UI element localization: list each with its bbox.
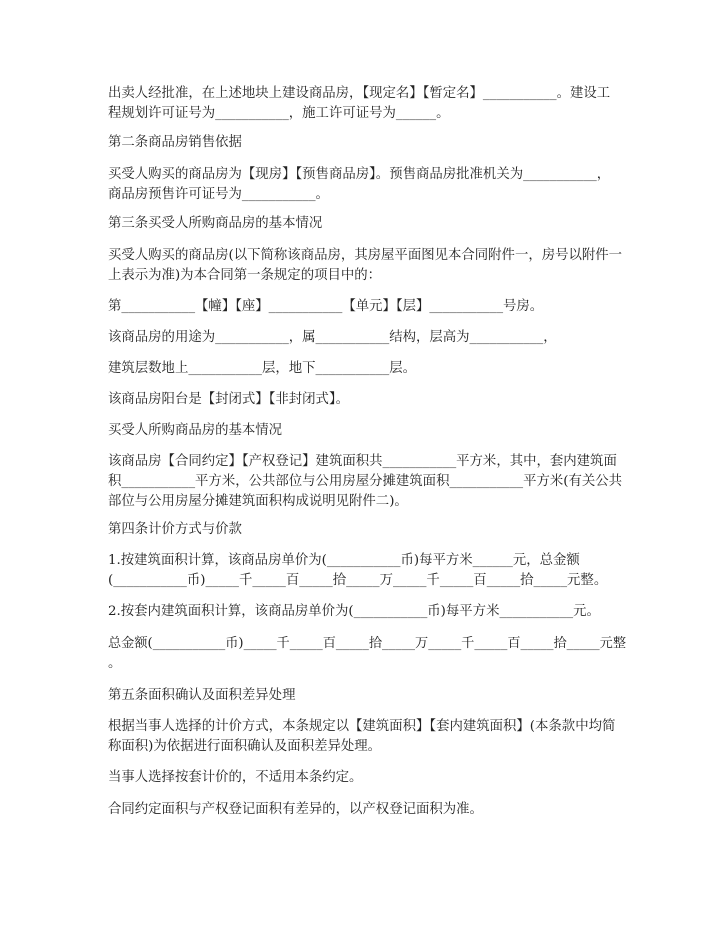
paragraph-balcony <box>108 390 628 410</box>
paragraph-room-number <box>108 297 628 317</box>
text-line: 第二条商品房销售依据 <box>108 135 242 150</box>
paragraph-area <box>108 452 628 512</box>
paragraph-presale-permit <box>108 165 628 205</box>
text-line: 第四条计价方式与价款 <box>108 522 242 537</box>
text-line: 第五条面积确认及面积差异处理 <box>108 688 296 703</box>
text-line: 出卖人经批准，在上述地块上建设商品房，【现定名】【暂定名】___________。建设工 <box>108 86 611 101</box>
paragraph-construction-permit <box>108 84 628 124</box>
text-line: 该商品房【合同约定】【产权登记】建筑面积共___________平方米，其中，套内建筑面 <box>108 454 617 469</box>
section-heading-article-2 <box>108 133 628 153</box>
paragraph-price-by-building-area <box>108 551 628 591</box>
section-heading-basic-info <box>108 421 628 441</box>
text-line: 部位与公用房屋分摊建筑面积构成说明见附件二)。 <box>108 494 408 509</box>
text-line: 根据当事人选择的计价方式，本条规定以【建筑面积】【套内建筑面积】(本条款中均简 <box>108 719 616 734</box>
text-line: 上表示为准)为本合同第一条规定的项目中的： <box>108 268 382 283</box>
text-line: 第三条买受人所购商品房的基本情况 <box>108 216 323 231</box>
text-line: 合同约定面积与产权登记面积有差异的，以产权登记面积为准。 <box>108 802 483 817</box>
section-heading-article-3 <box>108 214 628 234</box>
text-line: 当事人选择按套计价的，不适用本条约定。 <box>108 770 363 785</box>
text-line: 买受人所购商品房的基本情况 <box>108 423 283 438</box>
section-heading-article-4 <box>108 520 628 540</box>
text-line: 该商品房的用途为___________，属___________结构，层高为___________， <box>108 330 557 345</box>
text-line: 2.按套内建筑面积计算，该商品房单价为(___________币)每平方米___________元。 <box>108 604 600 619</box>
paragraph-property-description <box>108 246 628 286</box>
paragraph-total-amount <box>108 634 628 674</box>
text-line: 。 <box>108 656 122 671</box>
paragraph-floors <box>108 359 628 379</box>
text-line: 买受人购买的商品房(以下简称该商品房，其房屋平面图见本合同附件一，房号以附件一 <box>108 248 623 263</box>
text-line: 建筑层数地上___________层，地下___________层。 <box>108 361 416 376</box>
text-line: 1.按建筑面积计算，该商品房单价为(___________币)每平方米______元，总金额 <box>108 553 580 568</box>
text-line: 该商品房阳台是【封闭式】【非封闭式】。 <box>108 392 350 407</box>
text-line: 程规划许可证号为___________，施工许可证号为______。 <box>108 106 450 121</box>
paragraph-package-pricing <box>108 768 628 788</box>
text-line: 商品房预售许可证号为___________。 <box>108 187 329 202</box>
text-line: 总金额(___________币)_____千_____百_____拾_____万_____千_____百_____拾_____元整 <box>108 636 627 651</box>
paragraph-area-discrepancy <box>108 800 628 820</box>
paragraph-area-confirmation <box>108 717 628 757</box>
text-line: 买受人购买的商品房为【现房】【预售商品房】。预售商品房批准机关为___________， <box>108 167 611 182</box>
text-line: 积___________平方米，公共部位与公用房屋分摊建筑面积___________平方米(有关公共 <box>108 474 623 489</box>
text-line: 第___________【幢】【座】___________【单元】【层】___________号房。 <box>108 299 544 314</box>
text-line: 称面积)为依据进行面积确认及面积差异处理。 <box>108 739 382 754</box>
paragraph-usage-structure <box>108 328 628 348</box>
text-line: (___________币)_____千_____百_____拾_____万_____千_____百_____拾_____元整。 <box>108 573 608 588</box>
section-heading-article-5 <box>108 686 628 706</box>
paragraph-price-by-interior-area <box>108 602 628 622</box>
